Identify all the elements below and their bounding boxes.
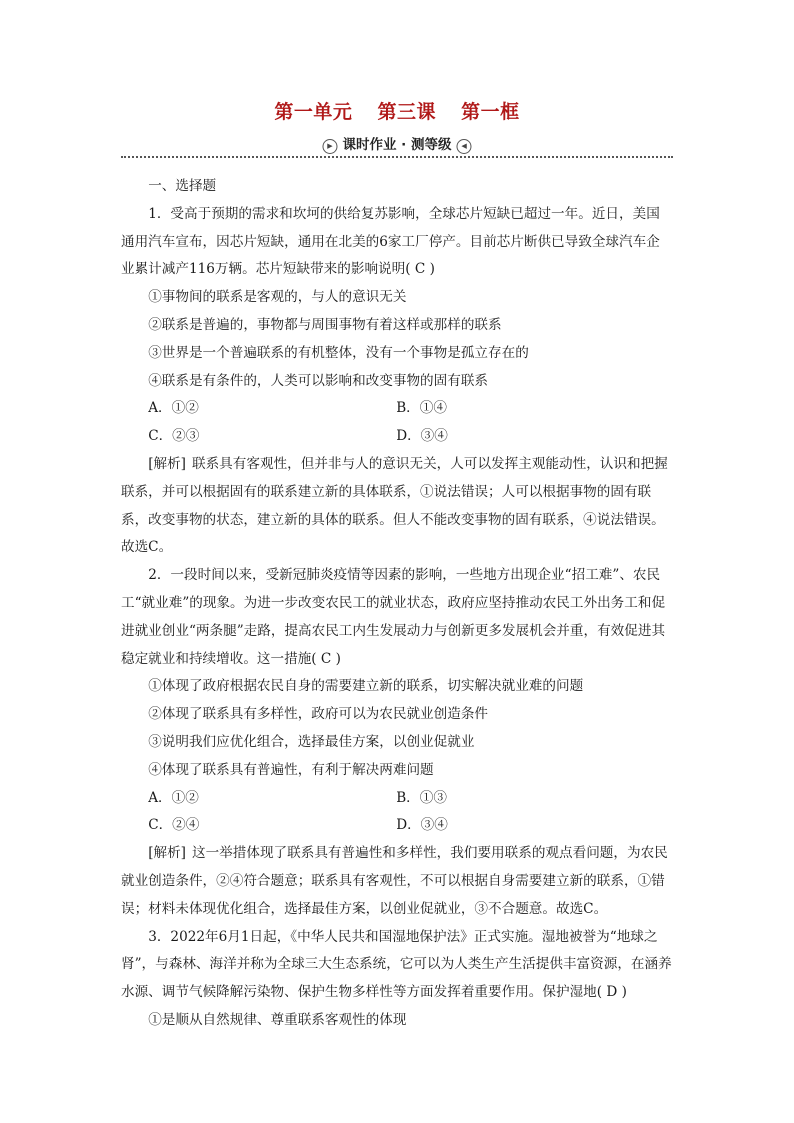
- title-unit: 第一单元: [274, 101, 353, 123]
- homework-banner: [121, 136, 673, 160]
- q2-item-1: ①体现了政府根据农民自身的需要建立新的联系，切实解决就业难的问题: [148, 678, 584, 695]
- worksheet-content: [121, 173, 673, 1035]
- question-2-stem: 2．一段时间以来，受新冠肺炎疫情等因素的影响，一些地方出现企业“招工难”、农民工“就业难”的现象。为进一步改变农民工的就业状态，政府应坚持推动农民工外出务工和促进就业创业“两条腿”走路，提高农民工内生发展动力与创新更多发展机会并重，有效促进其稳定就业和持续增收。这一措施( C ): [121, 567, 666, 667]
- dotted-divider: [121, 156, 673, 158]
- q1-item-2: ②联系是普遍的，事物都与周围事物有着这样或那样的联系: [148, 316, 502, 333]
- q1-analysis-text: 联系具有客观性，但并非与人的意识无关，人可以发挥主观能动性，认识和把握联系，并可以根据固有的联系建立新的具体联系，①说法错误；人可以根据事物的固有联系，改变事物的状态，建立新的具体的联系。但人不能改变事物的固有联系，④说法错误。故选C。: [121, 455, 668, 556]
- q2-option-a: A．①②: [148, 789, 199, 806]
- q1-option-d: D．③④: [396, 428, 448, 445]
- banner-label: [311, 136, 482, 154]
- q1-option-b: B．①④: [396, 400, 447, 417]
- page-title: [0, 97, 794, 124]
- q2-option-b: B．①③: [396, 789, 447, 806]
- play-left-icon: ◀: [457, 139, 472, 154]
- question-3-stem: 3．2022年6月1日起，《中华人民共和国湿地保护法》正式实施。湿地被誉为“地球之肾”，与森林、海洋并称为全球三大生态系统，它可以为人类生产生活提供丰富资源，在涵养水源、调节气候降解污染物、保护生物多样性等方面发挥着重要作用。保护湿地( D ): [121, 928, 672, 1001]
- q1-item-4: ④联系是有条件的，人类可以影响和改变事物的固有联系: [148, 372, 489, 389]
- q2-analysis-tag: [解析]: [148, 845, 186, 862]
- q2-analysis: [121, 840, 673, 923]
- q1-option-c: C．②③: [148, 428, 200, 445]
- play-right-icon: ▶: [322, 139, 337, 154]
- q1-options-row-1: [121, 395, 673, 423]
- q2-analysis-text: 这一举措体现了联系具有普遍性和多样性，我们要用联系的观点看问题，为农民就业创造条件，②④符合题意；联系具有客观性，不可以根据自身需要建立新的联系，①错误；材料未体现优化组合，选择最佳方案，以创业促就业，③不合题意。故选C。: [121, 845, 668, 917]
- q2-options-row-2: [121, 812, 673, 840]
- q2-item-3: ③说明我们应优化组合，选择最佳方案，以创业促就业: [148, 733, 475, 750]
- q2-option-d: D．③④: [396, 817, 448, 834]
- q1-analysis: [121, 451, 673, 562]
- q2-item-2: ②体现了联系具有多样性，政府可以为农民就业创造条件: [148, 706, 489, 723]
- question-1-stem: 1．受高于预期的需求和坎坷的供给复苏影响，全球芯片短缺已超过一年。近日，美国通用汽车宣布，因芯片短缺，通用在北美的6家工厂停产。目前芯片断供已导致全球汽车企业累计减产116万辆。芯片短缺带来的影响说明( C ): [121, 205, 660, 278]
- section-heading: 一、选择题: [148, 178, 217, 194]
- q1-analysis-tag: [解析]: [148, 455, 186, 472]
- banner-text: 课时作业 · 测等级: [342, 137, 452, 153]
- title-section: 第一框: [461, 101, 520, 123]
- q1-item-3: ③世界是一个普遍联系的有机整体，没有一个事物是孤立存在的: [148, 344, 529, 361]
- q1-options-row-2: [121, 423, 673, 451]
- q2-options-row-1: [121, 785, 673, 813]
- q2-option-c: C．②④: [148, 817, 200, 834]
- q1-item-1: ①事物间的联系是客观的，与人的意识无关: [148, 289, 407, 306]
- q2-item-4: ④体现了联系具有普遍性，有利于解决两难问题: [148, 761, 434, 778]
- q3-item-1: ①是顺从自然规律、尊重联系客观性的体现: [148, 1011, 407, 1028]
- q1-option-a: A．①②: [148, 400, 199, 417]
- title-lesson: 第三课: [377, 101, 436, 123]
